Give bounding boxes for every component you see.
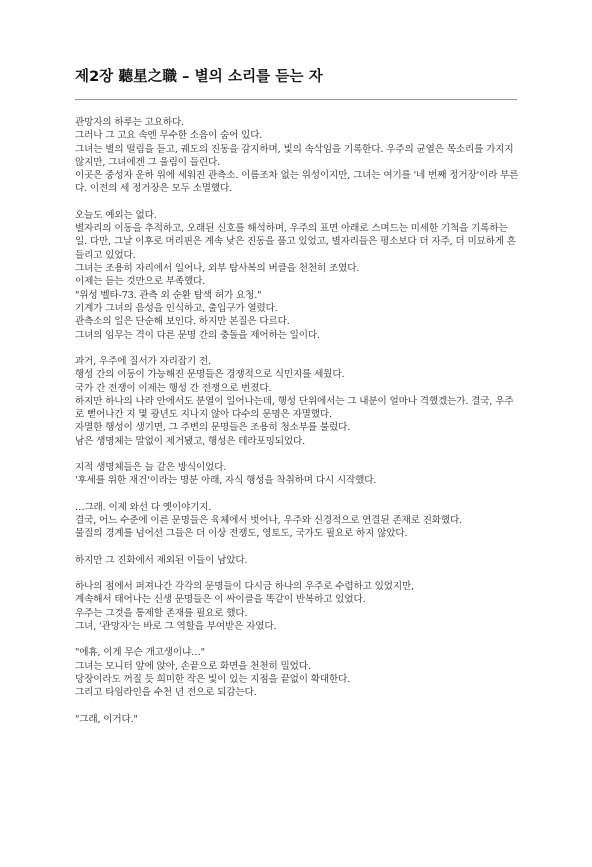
- text-line: 자멸한 행성이 생기면, 그 주변의 문명들은 조용히 청소부를 불렀다.: [75, 422, 351, 434]
- text-line: 그녀는 별의 떨림을 듣고, 궤도의 진동을 감지하며, 빛의 속삭임을 기록한다. 우주의 균열은 목소리를 가지지 않지만, 그녀에겐 그 울림이 들린다.: [75, 143, 514, 168]
- text-line: 관측소의 일은 단순해 보인다. 하지만 본질은 다르다.: [75, 316, 290, 328]
- text-line: 국가 간 전쟁이 이제는 행성 간 전쟁으로 번졌다.: [75, 382, 272, 394]
- text-line: 계속해서 태어나는 신생 문명들은 이 싸이클을 똑같이 반복하고 있었다.: [75, 594, 366, 606]
- text-line: 결국, 어느 수준에 이른 문명들은 육체에서 벗어나, 우주와 신경적으로 연결된 존재로 진화했다.: [75, 515, 463, 527]
- title-divider: [75, 99, 517, 100]
- paragraph: [75, 580, 522, 633]
- text-line: 그녀는 조용히 자리에서 일어나, 외부 탐사복의 버클을 천천히 조였다.: [75, 263, 360, 275]
- text-line: 당장이라도 꺼질 듯 희미한 작은 빛이 있는 지점을 끝없이 확대한다.: [75, 674, 351, 686]
- text-line: '후세를 위한 재건'이라는 명분 아래, 자식 행성을 착취하며 다시 시작했다.: [75, 475, 377, 487]
- paragraph: [75, 461, 522, 488]
- chapter-title: 제2장 聽星之職 – 별의 소리를 듣는 자: [75, 69, 323, 85]
- text-line: 지적 생명체들은 늘 같은 방식이었다.: [75, 462, 227, 474]
- text-line: 하지만 그 진화에서 제외된 이들이 남았다.: [75, 554, 248, 566]
- text-line: 과거, 우주에 질서가 자리잡기 전.: [75, 355, 211, 367]
- text-line: …그래. 이제 와선 다 옛이야기지.: [75, 501, 212, 513]
- paragraph: [75, 554, 522, 567]
- text-line: "위성 벨타-73. 관측 외 순환 탐색 허가 요청.": [75, 289, 262, 301]
- text-line: 그녀의 임무는 격이 다른 문명 간의 충돌을 제어하는 일이다.: [75, 329, 320, 341]
- text-line: 그녀는 모니터 앞에 앉아, 손끝으로 화면을 천천히 밀었다.: [75, 660, 311, 672]
- paragraph: [75, 646, 522, 699]
- paragraph: [75, 116, 522, 196]
- paragraph: [75, 501, 522, 541]
- paragraph: [75, 355, 522, 448]
- text-line: 이곳은 중성자 운하 위에 세워진 관측소. 이름조차 없는 위성이지만, 그녀는 여기를 '네 번째 정거장'이라 부른다. 이전의 세 정거장은 모두 소멸했다.: [75, 170, 519, 195]
- text-line: "에휴, 이게 무슨 개고생이냐…": [75, 647, 205, 659]
- text-line: 그녀, '관망자'는 바로 그 역할을 부여받은 자였다.: [75, 621, 277, 633]
- text-line: 기계가 그녀의 음성을 인식하고, 출입구가 열렸다.: [75, 302, 278, 314]
- text-line: 별자리의 이동을 추적하고, 오래된 신호를 해석하며, 우주의 표면 아래로 스며드는 미세한 기척을 기록하는 일. 다만, 그날 이후로 머리핀은 계속 낮은 진동을 품고 있었고, 별자리들은 평소보다 더 자주, 더 미묘하게 흔들리고 있었다.: [75, 223, 516, 261]
- text-line: 우주는 그것을 통제할 존재를 필요로 했다.: [75, 607, 248, 619]
- text-line: 하지만 하나의 나라 안에서도 분열이 일어나는데, 행성 단위에서는 그 내분이 얼마나 격했겠는가. 결국, 우주로 뻗어나간 지 몇 광년도 지나지 않아 다수의 문명은 자멸했다.: [75, 395, 514, 421]
- paragraph: [75, 713, 522, 726]
- text-line: 행성 간의 이동이 가능해진 문명들은 경쟁적으로 식민지를 세웠다.: [75, 369, 345, 381]
- text-line: 이제는 듣는 것만으로 부족했다.: [75, 276, 206, 288]
- text-line: 물질의 경계를 넘어선 그들은 더 이상 전쟁도, 영토도, 국가도 필요로 하지 않았다.: [75, 528, 408, 540]
- text-line: 하나의 점에서 퍼져나간 각각의 문명들이 다시금 하나의 우주로 수렴하고 있었지만,: [75, 581, 414, 593]
- text-line: 그러나 그 고요 속엔 무수한 소음이 숨어 있다.: [75, 130, 263, 142]
- chapter-body: [75, 116, 522, 726]
- text-line: 오늘도 예외는 없다.: [75, 209, 157, 221]
- paragraph: [75, 209, 522, 342]
- text-line: 관망자의 하루는 고요하다.: [75, 117, 184, 128]
- text-line: 그리고 타임라인을 수천 년 전으로 되감는다.: [75, 687, 257, 699]
- text-line: 남은 생명체는 말없이 제거됐고, 행성은 테라포밍되었다.: [75, 435, 306, 447]
- text-line: "그래, 이거다.": [75, 713, 138, 725]
